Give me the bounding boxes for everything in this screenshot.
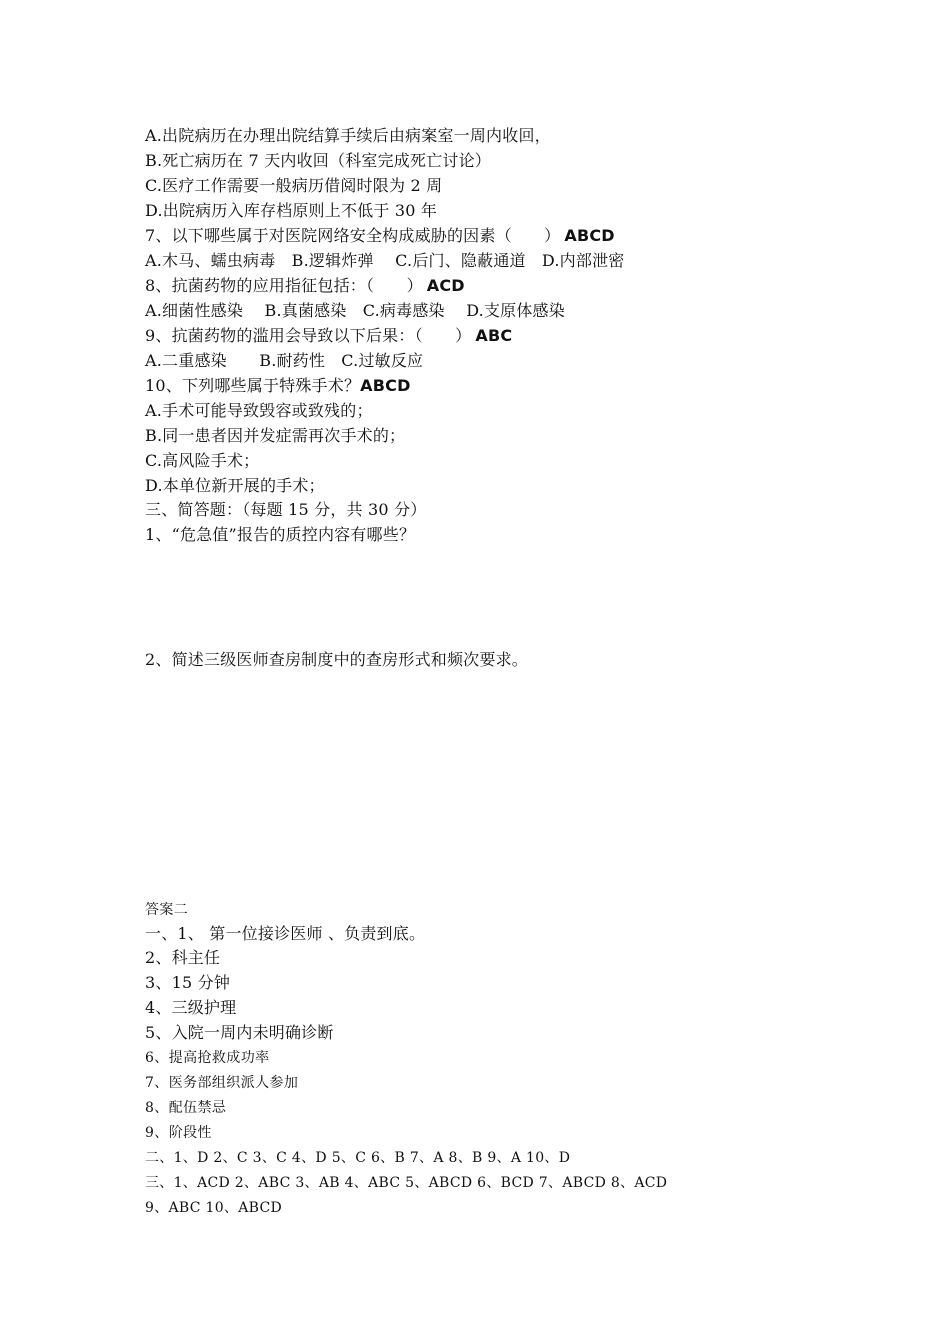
answers-title: 答案二 [145, 902, 189, 918]
q9-answer: ABC [475, 326, 513, 345]
q10-option-c: C.高风险手术； [145, 451, 260, 470]
q9-text: 9、抗菌药物的滥用会导致以下后果：（ ） [145, 326, 472, 345]
q10-text: 10、下列哪些属于特殊手术？ [145, 376, 361, 395]
q10-option-d: D.本单位新开展的手术； [145, 476, 325, 495]
q6-option-b: B.死亡病历在 7 天内收回（科室完成死亡讨论） [145, 151, 491, 170]
q7-question [145, 226, 615, 246]
answer-line-2: 2、科主任 [145, 948, 221, 967]
answer-line-6: 6、提高抢救成功率 [145, 1050, 270, 1066]
q10-option-a: A.手术可能导致毁容或致残的； [145, 401, 373, 420]
q6-option-c: C.医疗工作需要一般病历借阅时限为 2 周 [145, 176, 443, 195]
section3-heading: 三、简答题：（每题 15 分，共 30 分） [145, 500, 427, 519]
q8-answer: ACD [426, 276, 465, 295]
q9-question [145, 326, 512, 346]
q10-question [145, 376, 411, 396]
q9-options: A.二重感染 B.耐药性 C.过敏反应 [145, 351, 424, 370]
q7-options: A.木马、蠕虫病毒 B.逻辑炸弹 C.后门、隐蔽通道 D.内部泄密 [145, 251, 625, 270]
answer-line-11: 三、1、ACD 2、ABC 3、AB 4、ABC 5、ABCD 6、BCD 7、ABCD 8、ACD [145, 1175, 668, 1191]
q7-text: 7、以下哪些属于对医院网络安全构成威胁的因素（ ） [145, 226, 561, 245]
answer-line-10: 二、1、D 2、C 3、C 4、D 5、C 6、B 7、A 8、B 9、A 10、D [145, 1150, 571, 1166]
answer-line-3: 3、15 分钟 [145, 973, 231, 992]
answer-line-5: 5、入院一周内未明确诊断 [145, 1023, 334, 1042]
answer-line-8: 8、配伍禁忌 [145, 1100, 227, 1116]
answer-line-7: 7、医务部组织派人参加 [145, 1075, 299, 1091]
answer-line-12: 9、ABC 10、ABCD [145, 1200, 283, 1216]
q8-text: 8、抗菌药物的应用指征包括：（ ） [145, 276, 423, 295]
section3-question-1: 1、“危急值”报告的质控内容有哪些？ [145, 525, 416, 544]
q10-option-b: B.同一患者因并发症需再次手术的； [145, 426, 406, 445]
q8-options: A.细菌性感染 B.真菌感染 C.病毒感染 D.支原体感染 [145, 301, 565, 320]
q7-answer: ABCD [564, 226, 615, 245]
q6-option-a: A.出院病历在办理出院结算手续后由病案室一周内收回， [145, 126, 551, 145]
q10-answer: ABCD [360, 376, 411, 395]
answer-line-4: 4、三级护理 [145, 998, 237, 1017]
answer-line-1: 一、1、 第一位接诊医师 、负责到底。 [145, 924, 426, 943]
q6-option-d: D.出院病历入库存档原则上不低于 30 年 [145, 201, 438, 220]
answer-line-9: 9、阶段性 [145, 1125, 212, 1141]
q8-question [145, 276, 465, 296]
section3-question-2: 2、简述三级医师查房制度中的查房形式和频次要求。 [145, 650, 528, 669]
